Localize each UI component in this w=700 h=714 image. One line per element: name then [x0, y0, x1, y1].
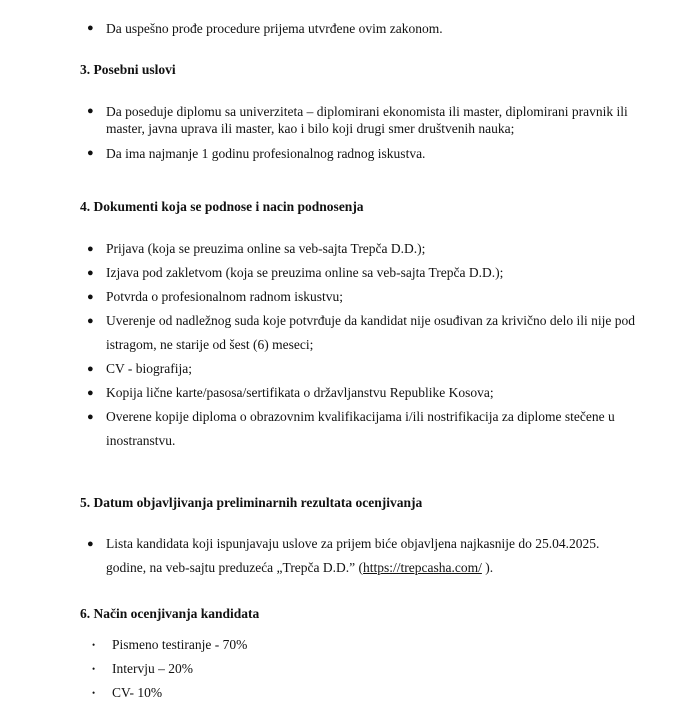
- list-item: ● Kopija lične karte/pasosa/sertifikata o državljanstvu Republike Kosova;: [0, 381, 700, 405]
- section-heading-5: 5. Datum objavljivanja preliminarnih rezultata ocenjivanja: [80, 495, 423, 510]
- intro-list: [0, 20, 700, 37]
- list-item: • Pismeno testiranje - 70%: [0, 633, 700, 657]
- bullet-icon: •: [92, 664, 96, 674]
- bullet-icon: •: [92, 688, 96, 698]
- bullet-icon: ●: [87, 291, 94, 303]
- bullet-icon: ●: [87, 105, 94, 117]
- list-item: ● CV - biografija;: [0, 357, 700, 381]
- bullet-icon: •: [92, 640, 96, 650]
- bullet-icon: ●: [87, 387, 94, 399]
- bullet-icon: ●: [87, 538, 94, 550]
- list-item: ● Lista kandidata koji ispunjavaju uslove za prijem biće objavljena najkasnije do 25.04.2025. godine, na veb-sajtu preduzeća „Trepča D.D.” (https://trepcasha.com/ ).: [0, 532, 700, 580]
- list-item: ● Da poseduje diplomu sa univerziteta – diplomirani ekonomista ili master, diplomirani pravnik ili master, javna uprava ili master, kao i bilo koji drugi smer društvenih nauka;: [87, 104, 628, 136]
- section-heading-4: 4. Dokumenti koja se podnose i nacin podnosenja: [80, 199, 364, 214]
- section-4-list: [0, 237, 700, 453]
- list-item: ● Izjava pod zakletvom (koja se preuzima online sa veb-sajta Trepča D.D.);: [0, 261, 700, 285]
- section-3-list: [0, 103, 700, 162]
- bullet-icon: ●: [87, 243, 94, 255]
- list-item: ● Prijava (koja se preuzima online sa veb-sajta Trepča D.D.);: [0, 237, 700, 261]
- bullet-icon: ●: [87, 315, 94, 327]
- section-heading-6: 6. Način ocenjivanja kandidata: [80, 606, 260, 621]
- bullet-icon: ●: [87, 411, 94, 423]
- section-6-list: [0, 633, 700, 705]
- list-item: ● Da uspešno prođe procedure prijema utvrđene ovim zakonom.: [87, 21, 443, 36]
- list-item: • Intervju – 20%: [0, 657, 700, 681]
- section-5-list: [0, 532, 700, 580]
- section-heading-3: 3. Posebni uslovi: [80, 62, 176, 77]
- list-item: ● Uverenje od nadležnog suda koje potvrđuje da kandidat nije osuđivan za krivično delo ili nije pod istragom, ne starije od šest (6) meseci;: [0, 309, 700, 357]
- bullet-icon: ●: [87, 22, 94, 34]
- bullet-icon: ●: [87, 363, 94, 375]
- bullet-icon: ●: [87, 267, 94, 279]
- list-item: • CV- 10%: [0, 681, 700, 705]
- website-link[interactable]: https://trepcasha.com/: [363, 560, 482, 575]
- list-item: ● Overene kopije diploma o obrazovnim kvalifikacijama i/ili nostrifikacija za diplome stečene u inostranstvu.: [0, 405, 700, 453]
- list-item: ● Potvrda o profesionalnom radnom iskustvu;: [0, 285, 700, 309]
- bullet-icon: ●: [87, 147, 94, 159]
- list-item: ● Da ima najmanje 1 godinu profesionalnog radnog iskustva.: [87, 146, 426, 161]
